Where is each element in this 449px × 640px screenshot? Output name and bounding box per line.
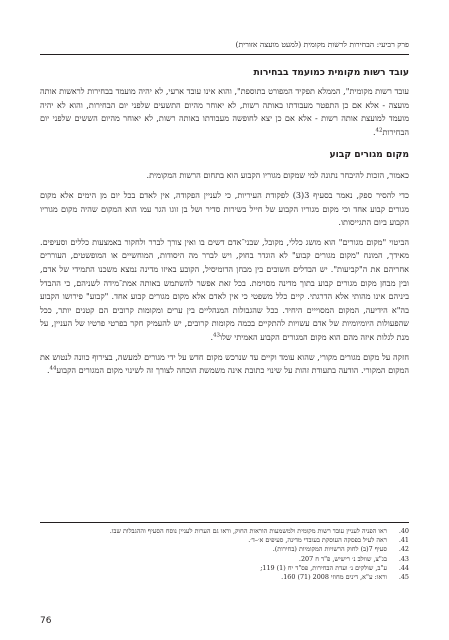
footnote-number: 41. [398, 536, 409, 545]
section-heading-municipal-employee: עובד רשות מקומית כמועמד בבחירות [253, 67, 409, 78]
footnote-text: סעיף 7(ב) לחוק הרשויות המקומיות (בחירות). [272, 545, 387, 554]
footnote-text: וראו: ע"א, דינים מחוזי 2008 (71) 160. [281, 573, 387, 582]
section-heading-permanent-residence: מקום מגורים קבוע [329, 149, 409, 161]
footnote-text: ע"ב, שולקים נ׳ ועדת הבחירות, פס"ד יח (1) 119; [260, 563, 387, 572]
paragraph-residence-1: כאמור, הזכות להיבחר נתונה למי שמקום מגוריו הקבוע הוא בתחום הרשות המקומית. [146, 170, 409, 181]
footnote [40, 536, 409, 545]
paragraph-text: הביטוי "מקום מגורים" הוא מושג כללי, מקובל, שבני־אדם דשים בו ואין צורך לברר ולחקור באמצעות כללים וסעיפים. מאידך, המונח "מקום מגורים קבוע" לא הוגדר בחוק, ויש לברר מה היסודות, המוחשיים או המופשטים, העוררים אחריהם את ה"קביעות". יש הבדלים חשובים בין מבחן הדומיסיל, הקובע באיזו מדינה נמצא משכנו התמידי של אדם, ובין מבחן מקום מגורים קבוע בתוך מדינה מסוימת. בכל זאת אפשר להשתמש באותה אמת־מידה לשניהם, כי ההבדל ביניהם אינו מהותי אלא הדרגתי. קיים כלל משפטי כי אין לאדם אלא מקום מגורים קבוע אחד. "קבוע" פירושו הקבוע בה"א הידיעה, המקום המסוייים היחיד. ככל שהגבולות המנהליים בין ערים ומקומות קרובים הם קטנים יותר, ככל שהפעולות היומיומיות של אדם עשויות להתקיים בכמה מקומות קרובים, יש להעמיק חקר בפרטי פרטיו של העניין, על מנת לגלות איזה מהם הוא מקום המגורים הקבוע האמיתי שלו [40, 236, 409, 342]
footnote [40, 545, 409, 554]
footnote-text: בג"צ, שוולב נ׳ רישיש, פ"ד ח 207. [298, 554, 387, 563]
footnote-number: 45. [398, 573, 409, 582]
footnote-number: 42. [398, 545, 409, 554]
footnote-number: 40. [398, 527, 409, 535]
paragraph-text: עובד רשות מקומית", הממלא תפקיד המפורט בתוספת", והוא אינו עובד ארעי, לא יהיה מועמד בבחירות לראשות אותה מועצה - אלא אם כן התפטר מעבודתו באותה רשות, לא יאוחר מהיום התשעים שלפני יום הבחירות, והוא לא יהיה מועמד למועצת אותה רשות - אלא אם כן יצא לחופשה מעבודתו באותה רשות, לא יאוחר מהיום הששים שלפני יום הבחירות [40, 86, 409, 137]
footnote-rule [40, 522, 409, 523]
footnote-marker: 42 [375, 127, 383, 134]
footnote-marker: 43 [213, 332, 221, 339]
footnote-text: ראה לעיל בפסקה העוסקת בעובדי מדינה, סעיפים א׳–ד׳. [248, 536, 387, 545]
main-text [40, 66, 409, 384]
footnote-number: 44. [398, 563, 409, 572]
footnote-number: 43. [398, 554, 409, 563]
footnote-text: ראו הפניה לעניין עובד רשות מקומית ולמשמעות הוראות החוק, וראו גם הערות לעניין נוסח הסעיף וההגבלות שבו. [109, 527, 387, 535]
footnote [40, 527, 409, 536]
paragraph-municipal-employee: עובד רשות מקומית", הממלא תפקיד המפורט בתוספת", והוא אינו עובד ארעי, לא יהיה מועמד בבחירות לראשות אותה מועצה - אלא אם כן התפטר מעבודתו באותה רשות, לא יאוחר מהיום התשעים שלפני יום הבחירות, והוא לא יהיה מועמד למועצת אותה רשות - אלא אם כן יצא לחופשה מעבודתו באותה רשות, לא יאוחר מהיום הששים שלפני יום הבחירות$^{42}$. [40, 86, 409, 137]
page-number: 76 [40, 616, 52, 626]
paragraph-residence-3: הביטוי "מקום מגורים" הוא מושג כללי, מקובל, שבני־אדם דשים בו ואין צורך לברר ולחקור באמצעות כללים וסעיפים. מאידך, המונח "מקום מגורים קבוע" לא הוגדר בחוק, ויש לברר מה היסודות, המוחשיים או המופשטים, העוררים אחריהם את ה"קביעות". יש הבדלים חשובים בין מבחן הדומיסיל, הקובע באיזו מדינה נמצא משכנו התמידי של אדם, ובין מבחן מקום מגורים קבוע בתוך מדינה מסוימת. בכל זאת אפשר להשתמש באותה אמת־מידה לשניהם, כי ההבדל ביניהם אינו מהותי אלא הדרגתי. קיים כלל משפטי כי אין לאדם אלא מקום מגורים קבוע אחד. "קבוע" פירושו הקבוע בה"א הידיעה, המקום המסוייים היחיד. ככל שהגבולות המנהליים בין ערים ומקומות קרובים הם קטנים יותר, ככל שהפעולות היומיומיות של אדם עשויות להתקיים בכמה מקומות קרובים, יש להעמיק חקר בפרטי פרטיו של העניין, על מנת לגלות איזה מהם הוא מקום המגורים הקבוע האמיתי שלו$^{43}$. [40, 236, 409, 342]
footnote [40, 564, 409, 573]
running-head: פרק רביעי: הבחירות לרשות מקומית (למעט מועצה אזורית) [235, 40, 409, 49]
footnotes [40, 527, 409, 582]
footnote [40, 573, 409, 582]
paragraph-residence-4: חזקה על מקום מגורים מקורי, שהוא עומד וקיים עד שנרכש מקום חדש על ידי מגורים למעשה, בצירוף כוונה לנטוש את המקום המקורי. הודעה בתעודת זהות על שינוי כתובת אינה משמשת הוכחה לצורך זה לשינוי מקום המגורים הקבוע$^{44}$. [40, 351, 409, 376]
header-rule [40, 54, 409, 55]
paragraph-text: חזקה על מקום מגורים מקורי, שהוא עומד וקיים עד שנרכש מקום חדש על ידי מגורים למעשה, בצירוף כוונה לנטוש את המקום המקורי. הודעה בתעודת זהות על שינוי כתובת אינה משמשת הוכחה לצורך זה לשינוי מקום המגורים הקבוע [40, 351, 409, 376]
paragraph-residence-2: כדי להסיר ספק, נאמר בסעיף 3(3) לפקודת העיריות, כי לעניין הפקודה, אין לאדם בכל יום מן הימים אלא מקום מגורים קבוע אחד וכי מקום מגוריו הקבוע של חייל בשירות סדיר ושל בן זוגו הגר עמו הוא המקום שהיה מקום מגוריו הקבוע ביום התגייסותו. [40, 189, 410, 228]
footnote-marker: 44 [49, 365, 57, 372]
footnote [40, 555, 409, 564]
